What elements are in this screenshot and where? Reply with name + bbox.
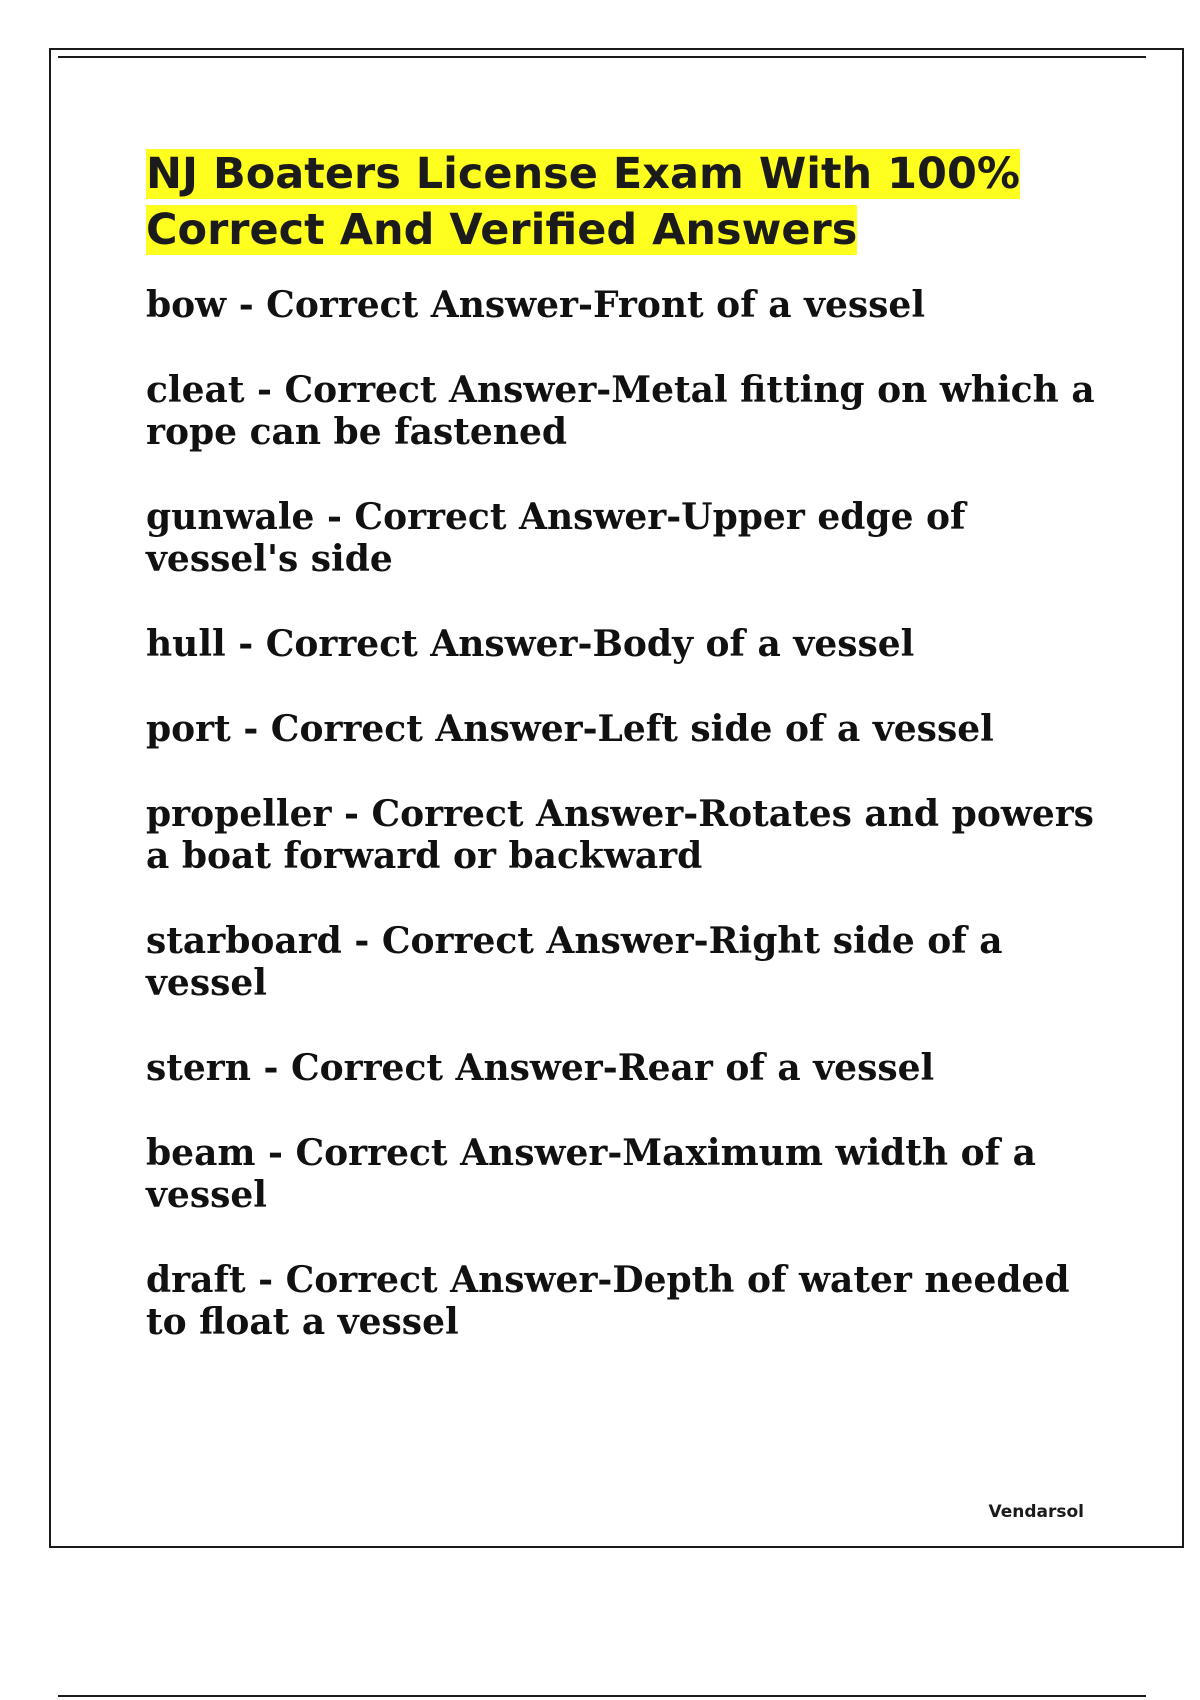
qa-item-cleat: cleat - Correct Answer-Metal fitting on which a rope can be fastened xyxy=(146,369,1095,453)
qa-item-hull: hull - Correct Answer-Body of a vessel xyxy=(146,623,915,665)
document-content xyxy=(146,146,1096,1386)
qa-item-port: port - Correct Answer-Left side of a vessel xyxy=(146,708,994,750)
qa-item-gunwale: gunwale - Correct Answer-Upper edge of vessel's side xyxy=(146,496,966,580)
qa-item-beam: beam - Correct Answer-Maximum width of a vessel xyxy=(146,1132,1036,1216)
qa-list xyxy=(146,284,1096,1343)
qa-item-starboard: starboard - Correct Answer-Right side of a vessel xyxy=(146,920,1003,1004)
page-title xyxy=(146,146,1096,258)
qa-item-stern: stern - Correct Answer-Rear of a vessel xyxy=(146,1047,935,1089)
qa-item-draft: draft - Correct Answer-Depth of water needed to float a vessel xyxy=(146,1259,1070,1343)
title-highlight: NJ Boaters License Exam With 100% Correct And Verified Answers xyxy=(146,149,1020,255)
qa-item-propeller: propeller - Correct Answer-Rotates and powers a boat forward or backward xyxy=(146,793,1094,877)
bottom-rule xyxy=(58,1695,1146,1697)
footer-brand: Vendarsol xyxy=(988,1502,1084,1522)
qa-item-bow: bow - Correct Answer-Front of a vessel xyxy=(146,284,926,326)
